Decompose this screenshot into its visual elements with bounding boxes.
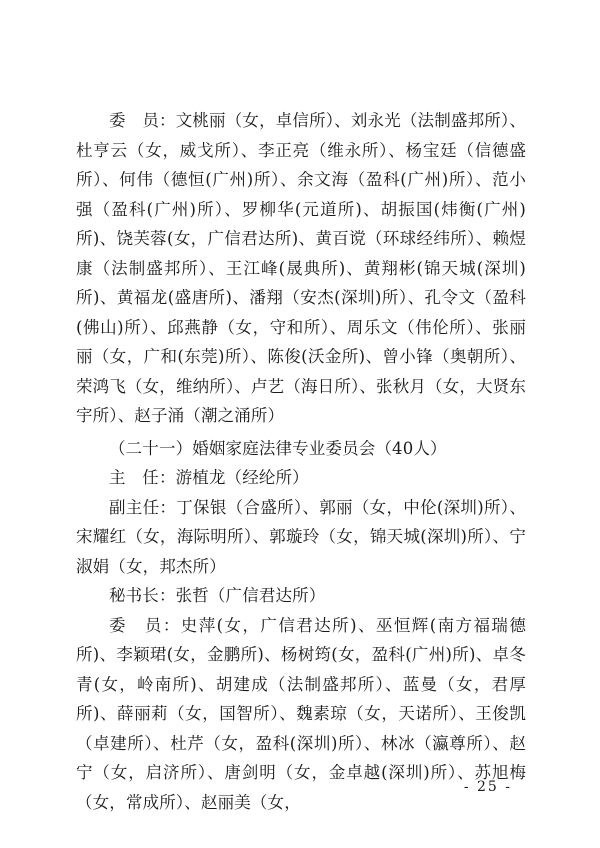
members-paragraph: 委 员：史萍(女，广信君达所)、巫恒辉(南方福瑞德所)、李颖珺(女，金鹏所)、杨树筠(女，盈科(广州)所)、卓冬青(女，岭南所)、胡建成（法制盛邦所）、蓝曼（女，君厚所)、薛丽莉（女，国智所）、魏素琼（女，天诺所）、王俊凯（卓建所）、杜芹（女，盈科(深圳)所）、林冰（瀛尊所）、赵宁（女，启济所）、唐剑明（女，金卓越(深圳)所）、苏旭梅（女，常成所）、赵丽美（女， xyxy=(76,615,526,812)
director-line: 主 任：游植龙（经纶所） xyxy=(109,468,309,487)
document-body xyxy=(76,106,526,817)
section-heading: （二十一）婚姻家庭法律专业委员会（40人） xyxy=(109,438,447,458)
deputy-directors-paragraph: 副主任：丁保银（合盛所）、郭丽（女，中伦(深圳)所）、宋耀红（女，海际明所）、郭璇玲（女，锦天城(深圳)所）、宁淑娟（女，邦杰所） xyxy=(76,497,526,576)
page-number: - 25 - xyxy=(463,779,512,795)
secretary-general-line: 秘书长：张哲（广信君达所） xyxy=(109,586,326,605)
committee-members-paragraph: 委 员：文桃丽（女，卓信所）、刘永光（法制盛邦所）、杜亨云（女，威戈所）、李正亮（维永所）、杨宝廷（信德盛所）、何伟（德恒(广州)所）、余文海（盈科(广州)所）、范小强（盈科(广州)所）、罗柳华(元道所)、胡振国(炜衡(广州)所)、饶芙蓉(女，广信君达所)、黄百谠（环球经纬所）、赖煜康（法制盛邦所）、王江峰(晟典所)、黄翔彬(锦天城(深圳)所)、黄福龙(盛唐所)、潘翔（安杰(深圳)所）、孔令文（盈科(佛山)所）、邱燕静（女，守和所）、周乐文（伟伦所）、张丽丽（女，广和(东莞)所）、陈俊(沃金所)、曾小锋（奥朝所）、荣鸿飞（女，维纳所）、卢艺（海日所）、张秋月（女，大贤东宇所）、赵子涌（潮之涌所） xyxy=(76,111,526,425)
